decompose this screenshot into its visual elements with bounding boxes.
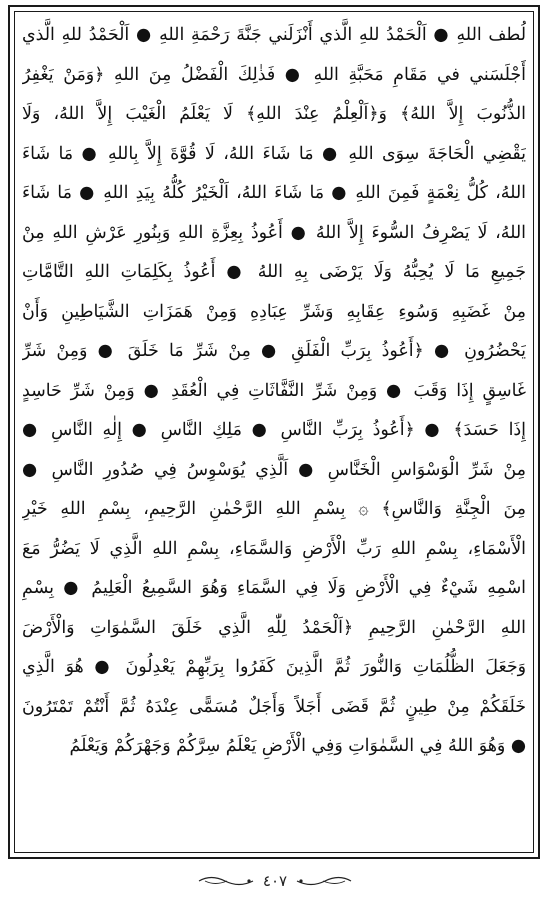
text-line: إِذَا حَسَدَ﴾ ● ﴿أَعُوذُ بِرَبِّ النَّاسِ ● مَلِكِ النَّاسِ ● إِلٰهِ النَّاسِ ●	[22, 420, 526, 440]
text-line: غَاسِقٍ إِذَا وَقَبَ ● وَمِنْ شَرِّ النَّفَّاثَاتِ فِي الْعُقَدِ ● وَمِنْ شَرِّ حَاسِدٍ	[22, 380, 526, 401]
text-line: جَمِيعِ مَا لَا يُحِبُّهُ وَلَا يَرْضَى بِهِ اللهُ ● أَعُوذُ بِكَلِمَاتِ اللهِ التَّامَّاتِ	[22, 262, 526, 282]
text-line: يَقْضِي الْحَاجَةَ سِوَى اللهِ ● مَا شَاءَ اللهُ، لَا قُوَّةَ إِلاَّ بِاللهِ ● مَا شَاءَ	[22, 143, 526, 164]
text-line: خَلَقَكُمْ مِنْ طِينٍ ثُمَّ قَضَى أَجَلاً وَأَجَلٌ مُسَمًّى عِنْدَهُ ثُمَّ أَنْتُمْ تَمْتَرُونَ	[22, 696, 526, 717]
text-line: أَجْلَسَني في مَقَامِ مَحَبَّةِ اللهِ ● فَذٰلِكَ الْفَضْلُ مِنَ اللهِ ﴿وَمَنْ يَغْفِرُ	[22, 64, 526, 85]
text-line: الْأَسْمَاءِ، بِسْمِ اللهِ رَبِّ الْأَرْضِ وَالسَّمَاءِ، بِسْمِ اللهِ الَّذِي لَا يَضُرُّ مَعَ	[22, 538, 526, 559]
ornament-left-icon	[197, 873, 255, 889]
text-line: اسْمِهِ شَيْءٌ فِي الْأَرْضِ وَلَا فِي السَّمَاءِ وَهُوَ السَّمِيعُ الْعَلِيمُ ● بِسْمِ	[22, 578, 526, 598]
text-line: مِنْ غَضَبِهِ وَسُوءِ عِقَابِهِ وَشَرِّ عِبَادِهِ وَمِنْ هَمَزَاتِ الشَّيَاطِينِ وَأَنْ	[22, 301, 526, 322]
text-line: ● وَهُوَ اللهُ فِي السَّمٰوَاتِ وَفِي الْأَرْضِ يَعْلَمُ سِرَّكُمْ وَجَهْرَكُمْ وَيَعْلَمُ	[69, 736, 526, 756]
text-line: اللهُ، كُلُّ نِعْمَةٍ فَمِنَ اللهِ ● مَا شَاءَ اللهُ، اَلْخَيْرُ كُلُّهُ بِيَدِ اللهِ ● مَا شَاءَ	[22, 183, 526, 203]
text-block	[22, 16, 526, 846]
text-line: اللهُ، لَا يَصْرِفُ السُّوءَ إِلاَّ اللهُ ● أَعُوذُ بِعِزَّةِ اللهِ وَبِنُورِ عَرْشِ اللهِ مِنْ	[22, 222, 526, 243]
text-line: اللهِ الرَّحْمٰنِ الرَّحِيمِ ﴿اَلْحَمْدُ لِلّٰهِ الَّذِي خَلَقَ السَّمٰوَاتِ وَالْأَرْضَ	[22, 617, 526, 638]
text-line: مِنْ شَرِّ الْوَسْوَاسِ الْخَنَّاسِ ● اَلَّذِي يُوَسْوِسُ فِي صُدُورِ النَّاسِ ●	[22, 459, 526, 480]
text-line: لُطف اللهِ ● اَلْحَمْدُ للهِ الَّذي أَنْزَلَني جَنَّةَ رَحْمَةِ اللهِ ● اَلْحَمْدُ للهِ الَّذي	[22, 25, 526, 45]
page-footer	[0, 866, 550, 896]
text-line: وَجَعَلَ الظُّلُمَاتِ وَالنُّورَ ثُمَّ الَّذِينَ كَفَرُوا بِرَبِّهِمْ يَعْدِلُونَ ● هُوَ الَّذِي	[22, 657, 526, 677]
ornament-right-icon	[295, 873, 353, 889]
text-line: مِنَ الْجِنَّةِ وَالنَّاسِ﴾ ۞ بِسْمِ اللهِ الرَّحْمٰنِ الرَّحِيمِ، بِسْمِ اللهِ خَيْرِ	[22, 499, 526, 519]
page-number: ٤٠٧	[262, 872, 288, 890]
text-line: الذُّنُوبَ إِلاَّ اللهُ﴾ وَ﴿اَلْعِلْمُ عِنْدَ اللهِ﴾ لَا يَعْلَمُ الْغَيْبَ إِلاَّ اللهُ، وَلَا	[22, 104, 526, 124]
text-line: يَحْضُرُونِ ● ﴿أَعُوذُ بِرَبِّ الْفَلَقِ ● مِنْ شَرِّ مَا خَلَقَ ● وَمِنْ شَرِّ	[22, 341, 526, 361]
